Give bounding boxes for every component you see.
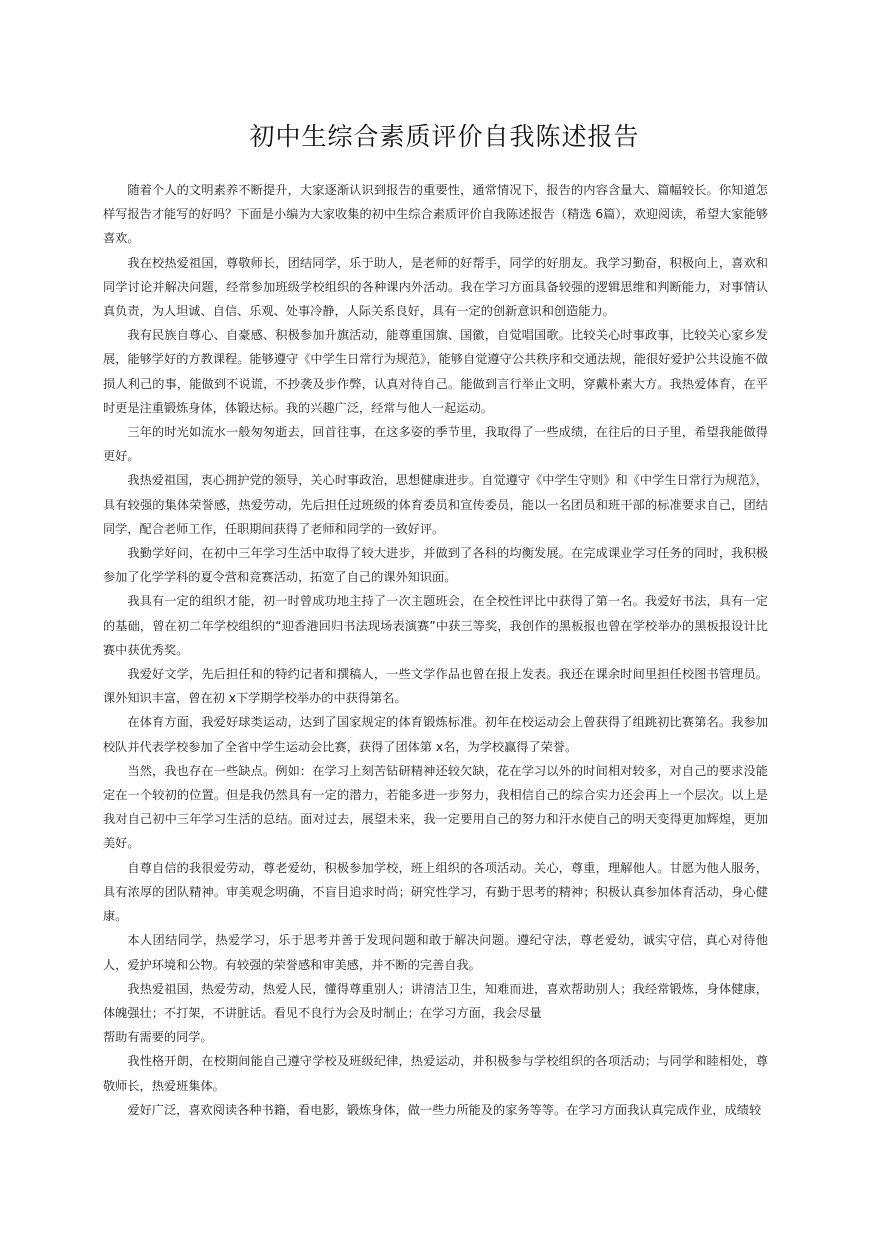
- document-body: [103, 178, 768, 1122]
- paragraph: 自尊自信的我很爱劳动，尊老爱幼，积极参加学校，班上组织的各项活动。关心，尊重，理解他人。甘愿为他人服务，具有浓厚的团队精神。审美观念明确，不盲目追求时尚；研究性学习，有勤于思考的精神；积极认真参加体育活动，身心健康。: [103, 860, 768, 924]
- paragraph: 三年的时光如流水一般匆匆逝去，回首往事，在这多姿的季节里，我取得了一些成绩，在往后的日子里，希望我能做得更好。: [103, 425, 768, 464]
- document-title: 初中生综合素质评价自我陈述报告: [249, 122, 640, 151]
- paragraph: 我性格开朗，在校期间能自己遵守学校及班级纪律，热爱运动，并积极参与学校组织的各项活动；与同学和睦相处，尊敬师长，热爱班集体。: [103, 1054, 768, 1093]
- paragraph: 我有民族自尊心、自豪感、积极参加升旗活动，能尊重国旗、国徽，自觉唱国歌。比较关心时事政事，比较关心家乡发展，能够学好的方教课程。能够遵守《中学生日常行为规范》，能够自觉遵守公共秩序和交通法规，能很好爱护公共设施不做损人利己的事，能做到不说谎，不抄袭及步作弊，认真对待自己。能做到言行举止文明，穿戴朴素大方。我热爱体育，在平时更是注重锻炼身体，体锻达标。我的兴趣广泛，经常与他人一起运动。: [103, 328, 768, 415]
- paragraph: 本人团结同学，热爱学习，乐于思考并善于发现问题和敢于解决问题。遵纪守法，尊老爱幼，诚实守信，真心对待他人，爱护环境和公物。有较强的荣誉感和审美感，并不断的完善自我。: [103, 933, 768, 972]
- paragraph: 当然，我也存在一些缺点。例如：在学习上刻苦钻研精神还较欠缺，花在学习以外的时间相对较多，对自己的要求没能定在一个较初的位置。但是我仍然具有一定的潜力，若能多进一步努力，我相信自己的综合实力还会再上一个层次。以上是我对自己初中三年学习生活的总结。面对过去，展望未来，我一定要用自己的努力和汗水使自己的明天变得更加辉煌，更加美好。: [103, 763, 768, 851]
- paragraph: 随着个人的文明素养不断提升，大家逐渐认识到报告的重要性，通常情况下，报告的内容含量大、篇幅较长。你知道怎样写报告才能写的好吗？下面是小编为大家收集的初中生综合素质评价自我陈述报告（精选 6篇），欢迎阅读，希望大家能够喜欢。: [103, 183, 768, 246]
- paragraph: 我热爱祖国，衷心拥护党的领导，关心时事政治，思想健康进步。自觉遵守《中学生守则》和《中学生日常行为规范》，具有较强的集体荣誉感，热爱劳动，先后担任过班级的体育委员和宣传委员，能以一名团员和班干部的标准要求自己，团结同学，配合老师工作，任职期间获得了老师和同学的一致好评。: [103, 473, 768, 536]
- paragraph-continuation: 帮助有需要的同学。: [103, 1030, 213, 1045]
- paragraph: 我具有一定的组织才能，初一时曾成功地主持了一次主题班会，在全校性评比中获得了第一名。我爱好书法，具有一定的基础，曾在初二年学校组织的“迎香港回归书法现场表演赛”中获三等奖，我创作的黑板报也曾在学校举办的黑板报设计比赛中获优秀奖。: [103, 594, 768, 657]
- paragraph: 我在校热爱祖国，尊敬师长，团结同学，乐于助人，是老师的好帮手，同学的好朋友。我学习勤奋，积极向上，喜欢和同学讨论并解决问题，经常参加班级学校组织的各种课内外活动。我在学习方面具备较强的逻辑思维和判断能力，对事情认真负责，为人坦诚、自信、乐观、处事冷静，人际关系良好，具有一定的创新意识和创造能力。: [103, 255, 768, 319]
- paragraph: 我热爱祖国，热爱劳动，热爱人民，懂得尊重别人；讲清洁卫生，知难而进，喜欢帮助别人；我经常锻炼，身体健康，体魄强壮；不打架，不讲脏话。看见不良行为会及时制止；在学习方面，我会尽量: [103, 981, 768, 1020]
- paragraph: 我勤学好问，在初中三年学习生活中取得了较大进步，并做到了各科的均衡发展。在完成课业学习任务的同时，我积极参加了化学学科的夏令营和竞赛活动，拓宽了自己的课外知识面。: [103, 546, 768, 585]
- paragraph: 爱好广泛，喜欢阅读各种书籍，看电影，锻炼身体，做一些力所能及的家务等等。在学习方面我认真完成作业，成绩较: [127, 1102, 762, 1117]
- paragraph: 我爱好文学，先后担任和的特约记者和撰稿人，一些文学作品也曾在报上发表。我还在课余时间里担任校图书管理员。课外知识丰富，曾在初 x下学期学校举办的中获得第名。: [103, 667, 768, 706]
- paragraph: 在体育方面，我爱好球类运动，达到了国家规定的体育锻炼标准。初年在校运动会上曾获得了组跳初比赛第名。我参加校队并代表学校参加了全省中学生运动会比赛，获得了团体第 x名，为学校赢得了荣誉。: [103, 715, 768, 754]
